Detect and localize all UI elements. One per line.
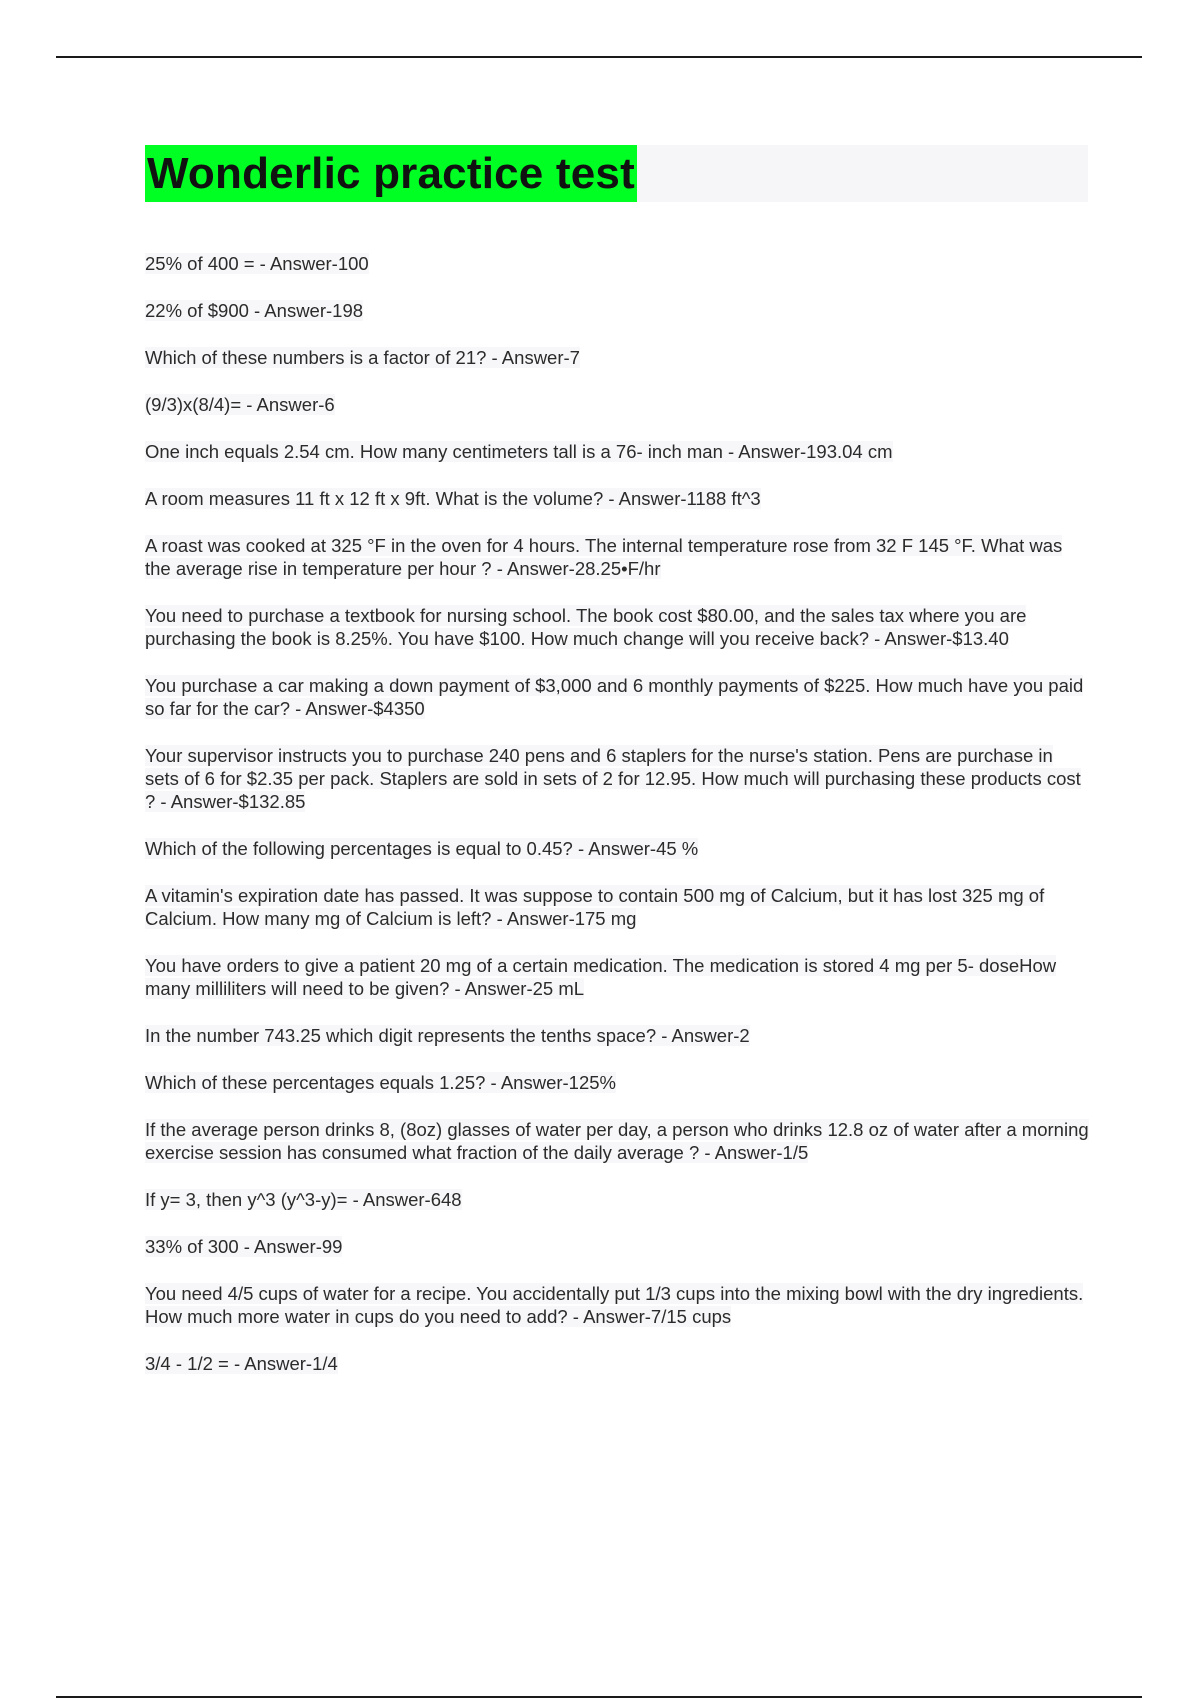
list-item	[145, 837, 1090, 860]
page-title: Wonderlic practice test	[145, 145, 637, 202]
question-answer-text: A room measures 11 ft x 12 ft x 9ft. What is the volume? - Answer-1188 ft^3	[145, 488, 761, 509]
list-item	[145, 1352, 1090, 1375]
list-item	[145, 440, 1090, 463]
top-rule	[56, 56, 1142, 58]
list-item	[145, 604, 1090, 650]
title-band	[145, 145, 1088, 202]
question-answer-text: In the number 743.25 which digit represents the tenths space? - Answer-2	[145, 1025, 750, 1046]
list-item	[145, 1282, 1090, 1328]
question-answer-text: 22% of $900 - Answer-198	[145, 300, 364, 321]
question-answer-text: 25% of 400 = - Answer-100	[145, 253, 369, 274]
list-item	[145, 534, 1090, 580]
question-answer-text: You have orders to give a patient 20 mg of a certain medication. The medication is stored 4 mg per 5- doseHow many milliliters will need to be given? - Answer-25 mL	[145, 955, 1057, 999]
question-answer-text: You need 4/5 cups of water for a recipe. You accidentally put 1/3 cups into the mixing bowl with the dry ingredients. How much more water in cups do you need to add? - Answer-7/15 cups	[145, 1283, 1084, 1327]
list-item	[145, 954, 1090, 1000]
question-answer-text: If y= 3, then y^3 (y^3-y)= - Answer-648	[145, 1189, 462, 1210]
list-item	[145, 393, 1090, 416]
list-item	[145, 252, 1090, 275]
question-answer-text: (9/3)x(8/4)= - Answer-6	[145, 394, 335, 415]
list-item	[145, 1235, 1090, 1258]
question-answer-text: Which of these numbers is a factor of 21? - Answer-7	[145, 347, 580, 368]
question-answer-text: Which of the following percentages is equal to 0.45? - Answer-45 %	[145, 838, 699, 859]
list-item	[145, 1188, 1090, 1211]
bottom-rule	[56, 1696, 1142, 1698]
list-item	[145, 1071, 1090, 1094]
question-answer-text: A vitamin's expiration date has passed. It was suppose to contain 500 mg of Calcium, but it has lost 325 mg of Calcium. How many mg of Calcium is left? - Answer-175 mg	[145, 885, 1045, 929]
list-item	[145, 884, 1090, 930]
question-answer-text: You need to purchase a textbook for nursing school. The book cost $80.00, and the sales tax where you are purchasing the book is 8.25%. You have $100. How much change will you receive back? - Answer-$13.40	[145, 605, 1027, 649]
question-answer-text: Your supervisor instructs you to purchase 240 pens and 6 staplers for the nurse's station. Pens are purchase in sets of 6 for $2.35 per pack. Staplers are sold in sets of 2 for 12.95. How much will purchasing these products cost ? - Answer-$132.85	[145, 745, 1081, 812]
question-answer-text: You purchase a car making a down payment of $3,000 and 6 monthly payments of $225. How much have you paid so far for the car? - Answer-$4350	[145, 675, 1084, 719]
list-item	[145, 487, 1090, 510]
list-item	[145, 674, 1090, 720]
list-item	[145, 299, 1090, 322]
question-answer-text: 3/4 - 1/2 = - Answer-1/4	[145, 1353, 338, 1374]
list-item	[145, 346, 1090, 369]
question-answer-text: Which of these percentages equals 1.25? - Answer-125%	[145, 1072, 617, 1093]
question-answer-text: One inch equals 2.54 cm. How many centimeters tall is a 76- inch man - Answer-193.04 cm	[145, 441, 893, 462]
list-item	[145, 744, 1090, 813]
question-answer-text: A roast was cooked at 325 °F in the oven for 4 hours. The internal temperature rose from 32 F 145 °F. What was the average rise in temperature per hour ? - Answer-28.25•F/hr	[145, 535, 1063, 579]
list-item	[145, 1118, 1090, 1164]
question-answer-list	[145, 252, 1090, 1399]
list-item	[145, 1024, 1090, 1047]
question-answer-text: 33% of 300 - Answer-99	[145, 1236, 343, 1257]
question-answer-text: If the average person drinks 8, (8oz) glasses of water per day, a person who drinks 12.8 oz of water after a morning exercise session has consumed what fraction of the daily average ? - Answer-1/5	[145, 1119, 1089, 1163]
